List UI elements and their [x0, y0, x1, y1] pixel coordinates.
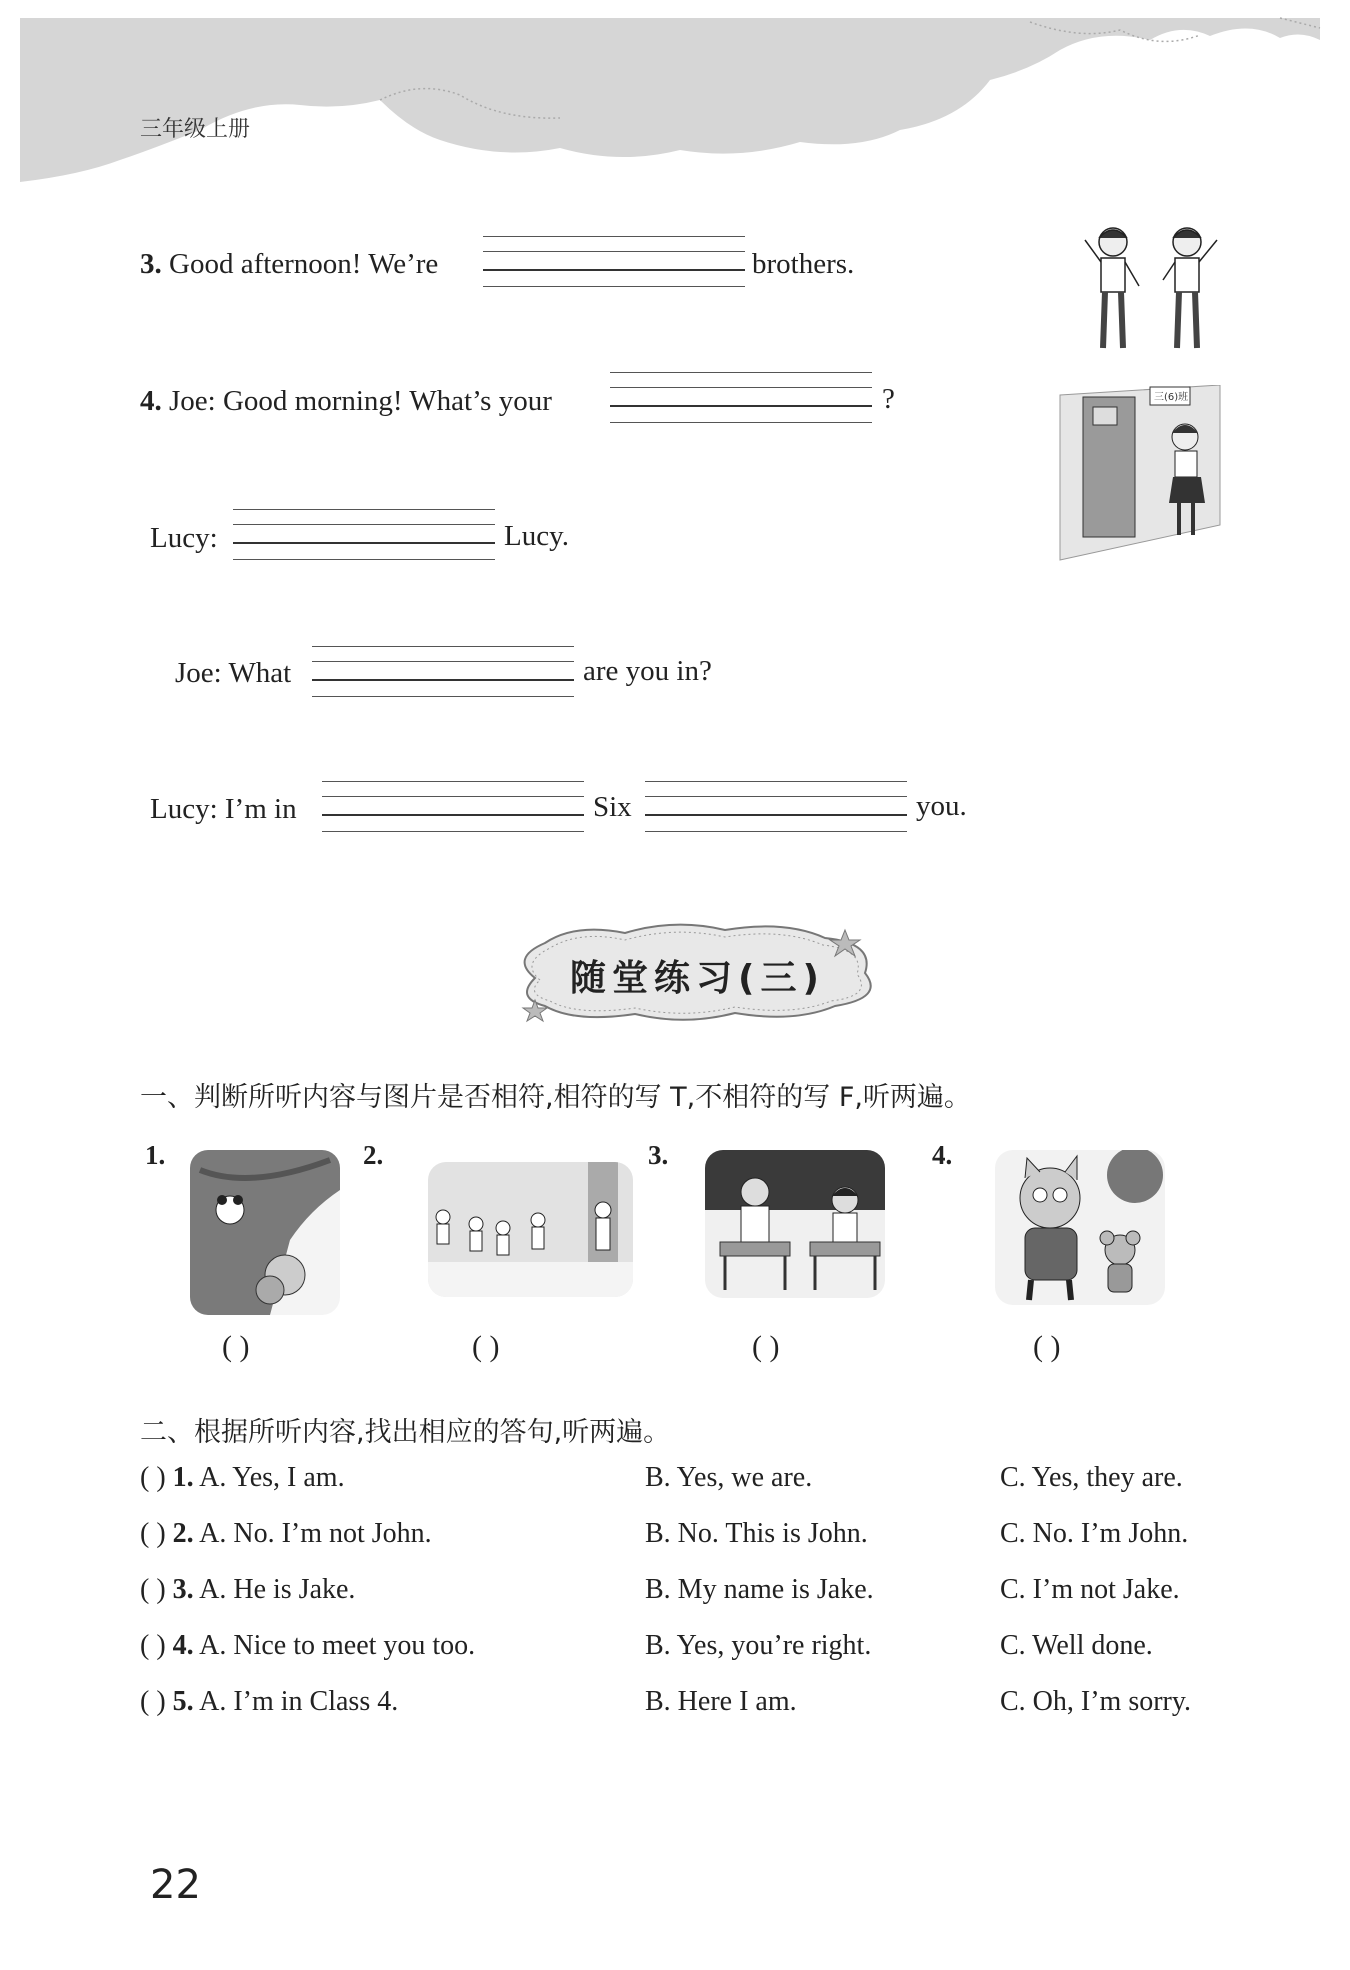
question-row	[140, 1630, 475, 1662]
picture-classroom-desks	[705, 1150, 885, 1298]
answer-blank[interactable]	[312, 646, 574, 698]
question-row	[140, 1462, 345, 1494]
question-number: 3.	[172, 1574, 194, 1605]
picture-number: 1.	[145, 1140, 166, 1170]
dialog-lucy-1: Lucy:	[150, 522, 218, 554]
brothers-illustration	[1075, 220, 1230, 360]
part2-instruction: 二、根据所听内容,找出相应的答句,听两遍。	[140, 1417, 671, 1448]
option-a: A. I’m in Class 4.	[199, 1686, 399, 1717]
answer-parentheses[interactable]: ( )	[472, 1330, 500, 1363]
option-a: A. No. I’m not John.	[199, 1518, 432, 1549]
option-b: B. No. This is John.	[645, 1518, 868, 1549]
answer-blank[interactable]	[233, 509, 495, 561]
picture-children-teacher	[428, 1162, 633, 1297]
dialog-joe-2: Joe: What	[175, 657, 292, 689]
option-c: C. Well done.	[1000, 1630, 1153, 1661]
answer-parentheses[interactable]: ( )	[140, 1630, 166, 1661]
dialog-text-end: Lucy.	[504, 520, 569, 552]
answer-parentheses[interactable]: ( )	[752, 1330, 780, 1363]
picture-number: 3.	[648, 1140, 669, 1170]
dialog-text-end: are you in?	[583, 655, 712, 687]
option-b: B. Here I am.	[645, 1686, 797, 1717]
question-number: 4.	[172, 1630, 194, 1661]
picture-panda-tree	[190, 1150, 340, 1315]
grade-label: 三年级上册	[140, 117, 251, 142]
option-c: C. Oh, I’m sorry.	[1000, 1686, 1192, 1717]
answer-parentheses[interactable]: ( )	[1033, 1330, 1061, 1363]
question-text: Good afternoon! We’re	[169, 248, 439, 280]
question-mark: ?	[882, 383, 895, 415]
option-c: C. I’m not Jake.	[1000, 1574, 1180, 1605]
option-b: B. Yes, we are.	[645, 1462, 813, 1493]
answer-parentheses[interactable]: ( )	[140, 1574, 166, 1605]
option-c: C. Yes, they are.	[1000, 1462, 1183, 1493]
picture-number: 4.	[932, 1140, 953, 1170]
answer-parentheses[interactable]: ( )	[140, 1462, 166, 1493]
option-a: A. Nice to meet you too.	[199, 1630, 476, 1661]
option-a: A. He is Jake.	[199, 1574, 356, 1605]
option-b: B. Yes, you’re right.	[645, 1630, 872, 1661]
dialog-text-end: you.	[916, 790, 967, 822]
question-text: Joe: Good morning! What’s your	[169, 385, 552, 417]
question-row	[140, 1518, 432, 1550]
dialog-lucy-2: Lucy: I’m in	[150, 793, 297, 825]
picture-cat-mouse	[995, 1150, 1165, 1305]
question-number: 5.	[172, 1686, 194, 1717]
answer-blank[interactable]	[322, 781, 584, 833]
section-title: 随堂练习(三)	[570, 958, 825, 999]
answer-blank[interactable]	[483, 236, 745, 288]
dialog-text-middle: Six	[593, 791, 632, 823]
question-number: 3.	[140, 248, 162, 280]
question-4	[140, 385, 552, 418]
header-cloud-banner	[0, 0, 1350, 190]
question-row	[140, 1574, 355, 1606]
page-number: 22	[150, 1862, 201, 1908]
picture-number: 2.	[363, 1140, 384, 1170]
option-b: B. My name is Jake.	[645, 1574, 874, 1605]
question-number: 2.	[172, 1518, 194, 1549]
question-row	[140, 1686, 398, 1718]
question-number: 4.	[140, 385, 162, 417]
question-text-end: brothers.	[752, 248, 855, 280]
answer-choice-list	[140, 1462, 1290, 1752]
class-sign: 三(6)班	[1154, 392, 1189, 403]
answer-parentheses[interactable]: ( )	[140, 1686, 166, 1717]
option-a: A. Yes, I am.	[199, 1462, 345, 1493]
part1-instruction: 一、判断所听内容与图片是否相符,相符的写 T,不相符的写 F,听两遍。	[140, 1082, 971, 1113]
answer-blank[interactable]	[610, 372, 872, 424]
answer-blank[interactable]	[645, 781, 907, 833]
question-3	[140, 248, 438, 281]
answer-parentheses[interactable]: ( )	[222, 1330, 250, 1363]
classroom-door-illustration	[1055, 385, 1225, 565]
answer-parentheses[interactable]: ( )	[140, 1518, 166, 1549]
option-c: C. No. I’m John.	[1000, 1518, 1189, 1549]
question-number: 1.	[172, 1462, 194, 1493]
